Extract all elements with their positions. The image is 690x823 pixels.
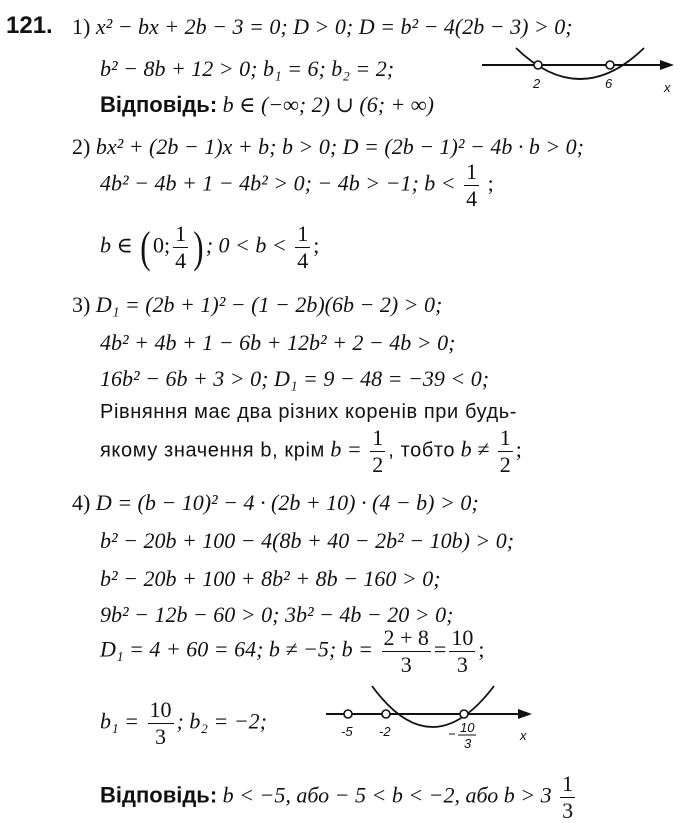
third-num: 1	[560, 772, 575, 798]
b1-eq: b₁ =	[100, 708, 139, 734]
fraction-root	[382, 626, 431, 677]
number-line-2	[322, 680, 542, 762]
axis-var-2: x	[520, 728, 527, 743]
answer-label-4: Відповідь:	[100, 782, 218, 808]
part4-label: 4)	[72, 490, 91, 515]
tt-den: 3	[456, 652, 468, 678]
third-den: 3	[562, 798, 574, 823]
separator: ;	[487, 170, 494, 196]
axis-arrow-1	[660, 60, 674, 70]
part3-eq1: D₁ = (2b + 1)² − (1 − 2b)(6b − 2) > 0;	[95, 292, 443, 317]
part2-in: b ∈	[100, 232, 133, 258]
part1-eq1: x² − bx + 2b − 3 = 0; D > 0; D = b² − 4(2b − 3) > 0;	[95, 14, 573, 39]
separator-4: ;	[478, 636, 485, 662]
part3-line2	[100, 332, 455, 354]
fraction-half	[370, 426, 385, 477]
part4-answer	[100, 772, 578, 823]
fraction-ten-thirds-2	[148, 698, 174, 749]
tick-minus2: -2	[379, 724, 391, 739]
b-eq: b =	[330, 436, 362, 462]
frac-num-2: 1	[173, 222, 188, 248]
part1-eq2: b² − 8b + 12 > 0; b₁ = 6; b₂ = 2;	[100, 56, 395, 81]
half-den: 2	[372, 452, 384, 478]
part3-sentence-2: якому значення b, крім	[100, 439, 325, 462]
part4-line5	[100, 626, 484, 677]
point-minus2	[382, 710, 390, 718]
axis-arrow-2	[518, 709, 532, 719]
fraction-third	[560, 772, 575, 823]
paren-close: )	[193, 222, 204, 272]
frac-den: 4	[466, 186, 478, 212]
part1-label: 1)	[72, 14, 91, 39]
part2-eq1: bx² + (2b − 1)x + b; b > 0; D = (2b − 1)² − 4b · b > 0;	[95, 134, 584, 159]
part2-label: 2)	[72, 134, 91, 159]
part4-eq1: D = (b − 10)² − 4 · (2b + 10) · (4 − b) > 0;	[95, 490, 479, 515]
half-den-2: 2	[499, 452, 511, 478]
point-ten-thirds	[460, 710, 468, 718]
b-neq: b ≠	[460, 436, 490, 462]
part3-line3	[100, 368, 489, 390]
tt-den-2: 3	[155, 724, 166, 750]
point-2	[534, 61, 542, 69]
part4-line1	[72, 492, 479, 514]
tt-num-2: 10	[148, 698, 174, 724]
part3-tobto: , тобто	[388, 439, 456, 462]
tick-ten: 10	[460, 720, 475, 735]
separator-2: ;	[313, 232, 320, 258]
tick-minus5: -5	[341, 724, 353, 739]
equals: =	[433, 636, 447, 662]
half-num: 1	[370, 426, 385, 452]
part4-line4	[100, 604, 453, 626]
part4-eq4: 9b² − 12b − 60 > 0; 3b² − 4b − 20 > 0;	[100, 602, 454, 627]
frac-num-3: 1	[295, 222, 310, 248]
fraction-quarter-2	[173, 222, 188, 273]
problem-number	[6, 14, 53, 38]
part4-line2	[100, 530, 514, 552]
part3-eq2: 4b² + 4b + 1 − 6b + 12b² + 2 − 4b > 0;	[100, 330, 456, 355]
part2-ineq: ; 0 < b <	[205, 232, 287, 258]
fraction-half-2	[498, 426, 513, 477]
fraction-quarter-3	[295, 222, 310, 273]
point-6	[606, 61, 614, 69]
part1-line2	[100, 58, 394, 80]
tick-6: 6	[605, 76, 613, 91]
problem-number-text: 121.	[6, 12, 53, 39]
half-num-2: 1	[498, 426, 513, 452]
tick-three: 3	[464, 736, 472, 751]
separator-3: ;	[515, 436, 522, 462]
part2-eq2: 4b² − 4b + 1 − 4b² > 0; − 4b > −1; b <	[100, 170, 456, 196]
part3-label: 3)	[72, 292, 91, 317]
part1-answer	[100, 94, 434, 116]
part2-line1	[72, 136, 584, 158]
part4-eq5: D₁ = 4 + 60 = 64; b ≠ −5; b =	[100, 636, 373, 662]
part2-line2	[100, 160, 494, 211]
answer-4: b < −5, або − 5 < b < −2, або b > 3	[222, 782, 552, 808]
part3-line1	[72, 294, 442, 316]
part4-eq3: b² − 20b + 100 + 8b² + 8b − 160 > 0;	[100, 566, 441, 591]
part4-eq2: b² − 20b + 100 − 4(8b + 40 − 2b² − 10b) > 0;	[100, 528, 515, 553]
point-minus5	[344, 710, 352, 718]
part3-text1	[100, 402, 517, 422]
part3-text2	[100, 426, 522, 477]
part2-line3	[100, 222, 319, 273]
fraction-quarter	[464, 160, 479, 211]
tt-num: 10	[449, 626, 475, 652]
fraction-ten-thirds	[449, 626, 475, 677]
frac-den-2: 4	[175, 248, 187, 274]
frac-den-3: 4	[297, 248, 309, 274]
parabola-2	[372, 686, 494, 727]
part4-line6	[100, 698, 267, 749]
part4-line3	[100, 568, 441, 590]
frac-num: 1	[464, 160, 479, 186]
answer-1: b ∈ (−∞; 2) ∪ (6; + ∞)	[222, 92, 434, 117]
paren-open: (	[140, 222, 151, 272]
part3-sentence-1: Рівняння має два різних коренів при будь-	[100, 401, 518, 423]
root-num: 2 + 8	[382, 626, 431, 652]
b2-eq: ; b₂ = −2;	[176, 708, 267, 734]
interval-start: 0;	[152, 232, 171, 258]
axis-var-1: x	[664, 80, 671, 95]
tick-2: 2	[533, 76, 541, 91]
root-den: 3	[400, 652, 412, 678]
part1-line1	[72, 16, 573, 38]
number-line-1	[478, 40, 678, 98]
answer-label-1: Відповідь:	[100, 92, 218, 117]
part3-eq3: 16b² − 6b + 3 > 0; D₁ = 9 − 48 = −39 < 0;	[100, 366, 490, 391]
